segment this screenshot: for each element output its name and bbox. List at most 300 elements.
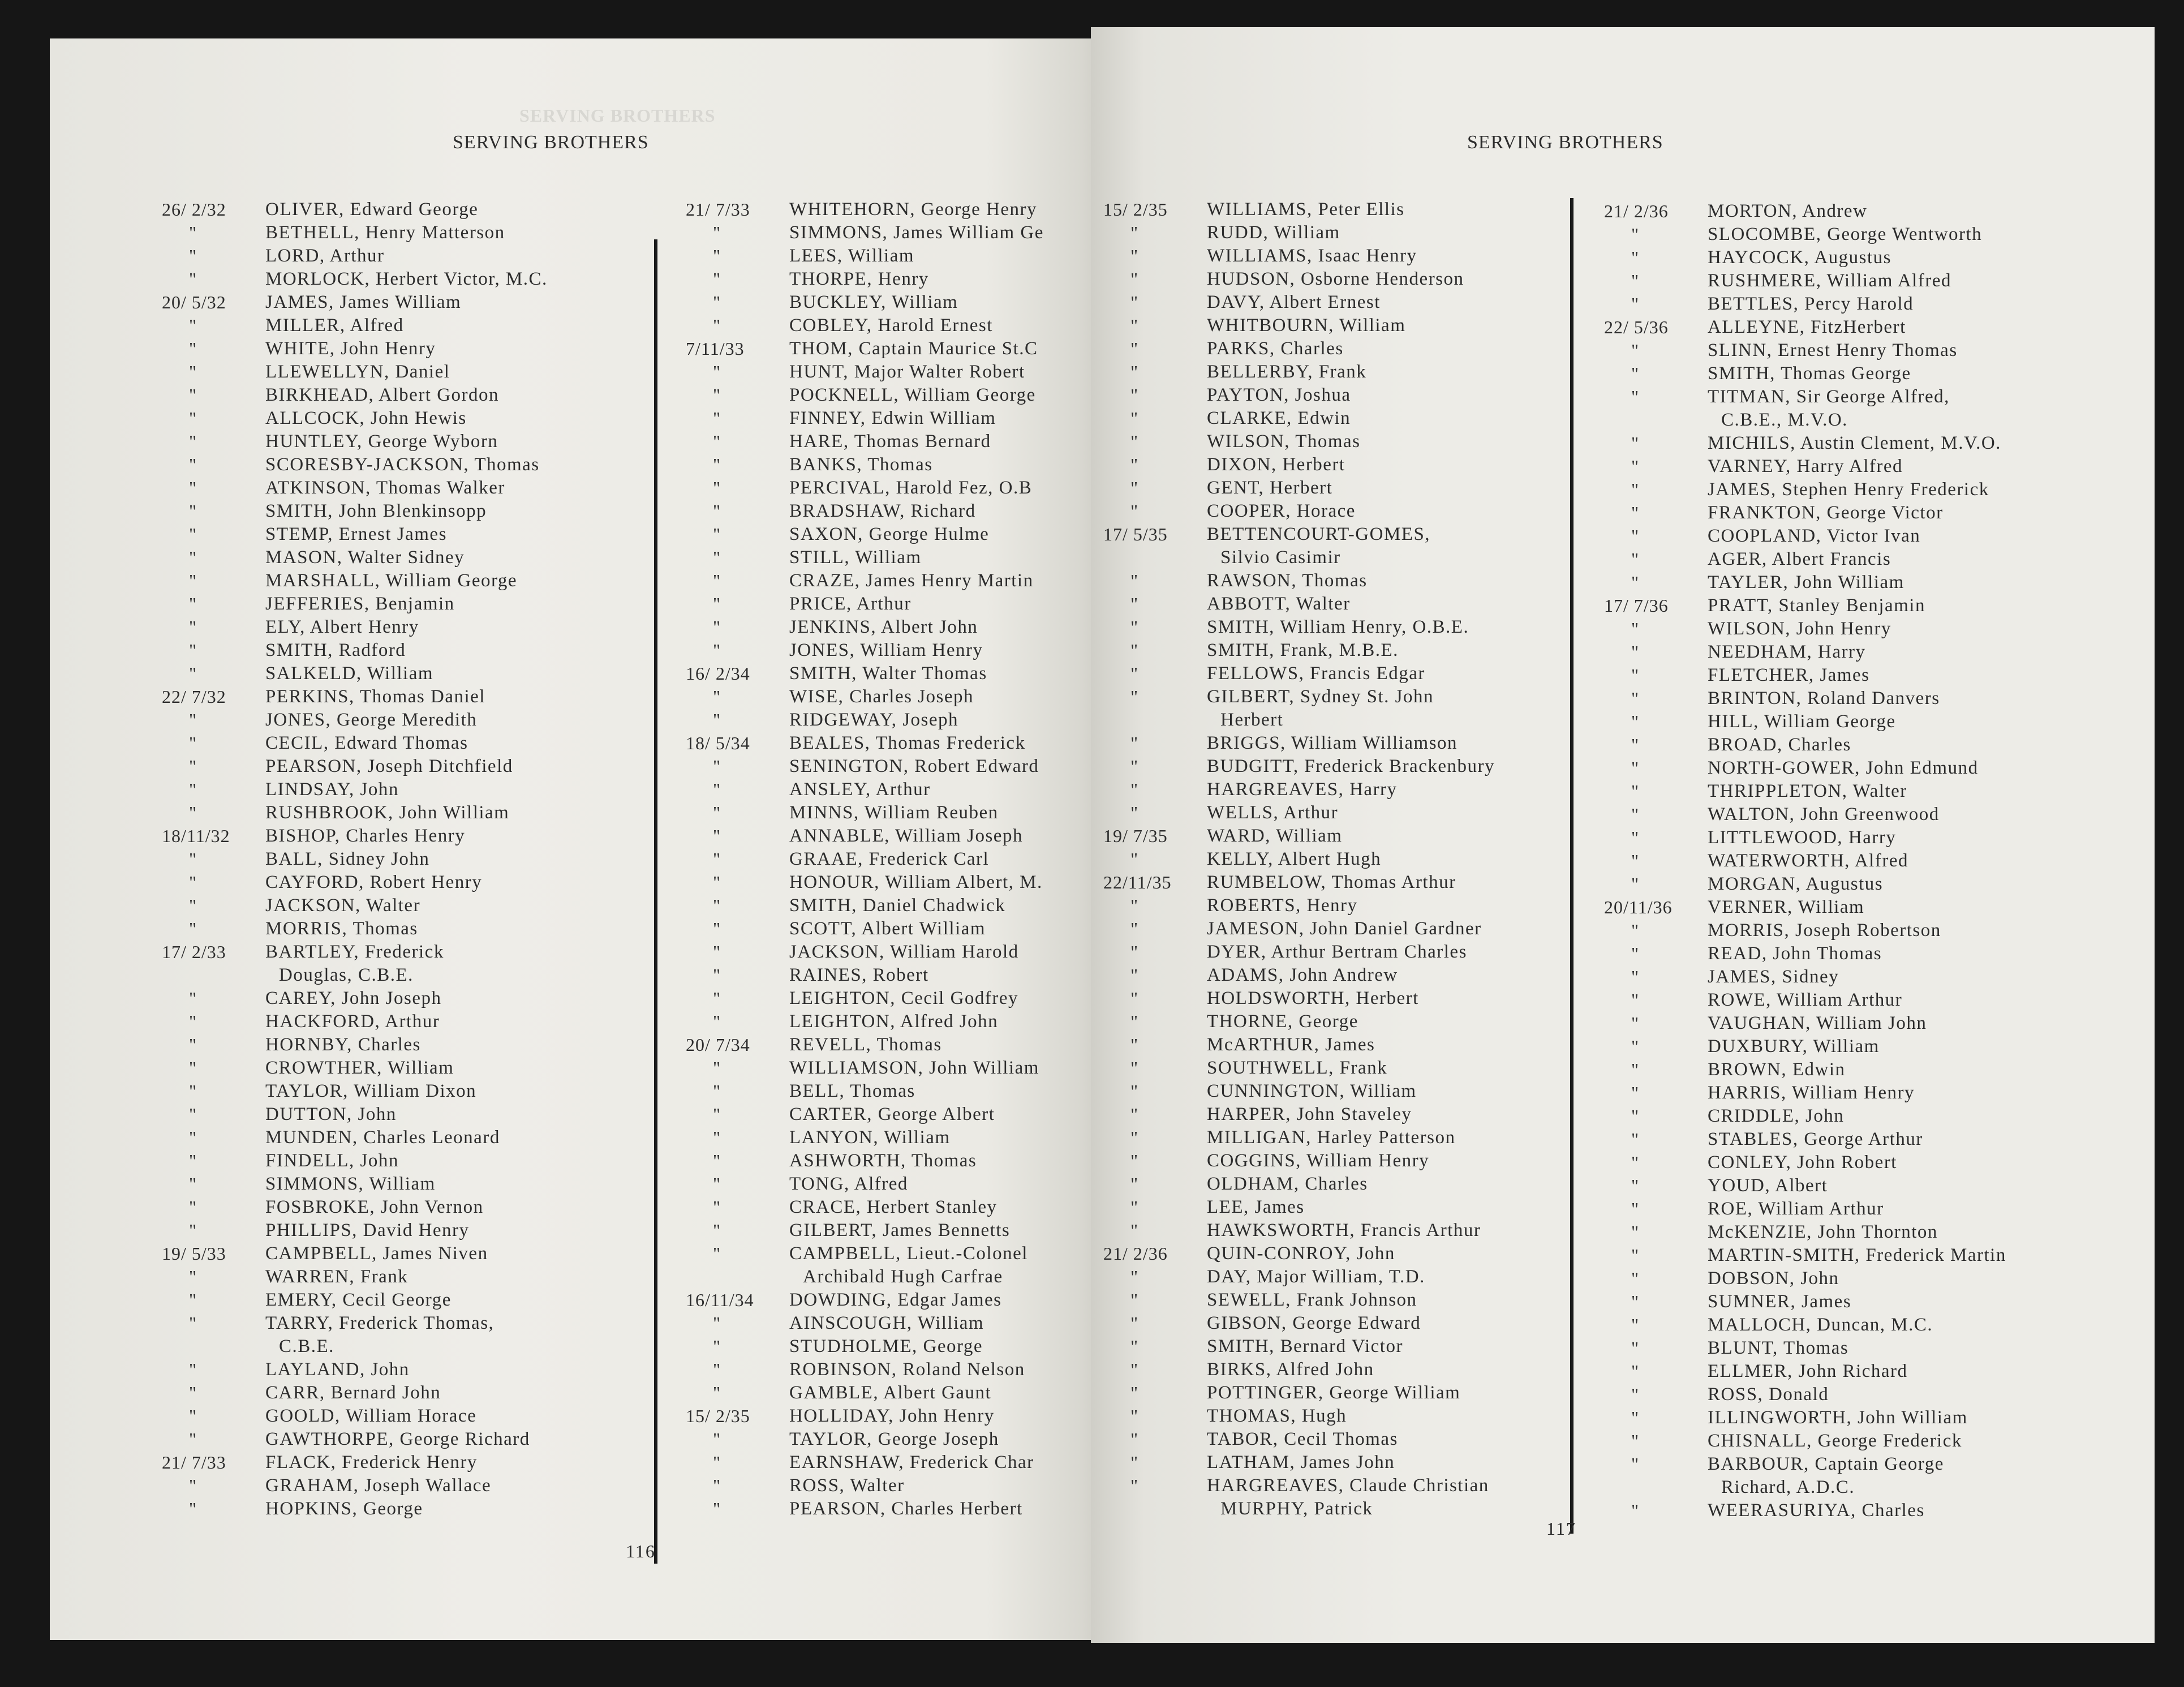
entry-date: " bbox=[1130, 222, 1139, 243]
entry-name: HONOUR, William Albert, M. bbox=[789, 872, 1043, 892]
entry-date: " bbox=[1631, 1222, 1640, 1242]
entry-name: PERKINS, Thomas Daniel bbox=[265, 686, 485, 707]
entry-name: MARTIN-SMITH, Frederick Martin bbox=[1708, 1245, 2006, 1265]
entry-name: FINNEY, Edwin William bbox=[789, 408, 996, 428]
entry-name: CUNNINGTON, William bbox=[1207, 1081, 1417, 1101]
entry-date: " bbox=[713, 547, 721, 568]
entry-name: RAWSON, Thomas bbox=[1207, 570, 1368, 591]
entry-date: " bbox=[1631, 1315, 1640, 1335]
entry-name: DUTTON, John bbox=[265, 1104, 397, 1124]
entry-name: PRATT, Stanley Benjamin bbox=[1708, 595, 1925, 616]
entry-name: FOSBROKE, John Vernon bbox=[265, 1197, 484, 1217]
entry-date: " bbox=[713, 779, 721, 800]
entry-name: KELLY, Albert Hugh bbox=[1207, 849, 1382, 869]
entry-name: MILLER, Alfred bbox=[265, 315, 404, 336]
entry-date: " bbox=[713, 1011, 721, 1032]
entry-date: " bbox=[1631, 1268, 1640, 1289]
entry-date: " bbox=[189, 362, 197, 382]
entry-name: EMERY, Cecil George bbox=[265, 1290, 452, 1310]
entry-name: Herbert bbox=[1220, 710, 1284, 730]
entry-name: VARNEY, Harry Alfred bbox=[1708, 456, 1903, 477]
entry-date: " bbox=[1631, 967, 1640, 987]
entry-date: " bbox=[713, 872, 721, 892]
entry-name: RAINES, Robert bbox=[789, 965, 929, 985]
entry-date: " bbox=[713, 478, 721, 498]
entry-date: " bbox=[189, 895, 197, 916]
entry-name: WARREN, Frank bbox=[265, 1267, 409, 1287]
entry-date: " bbox=[1130, 478, 1139, 498]
entry-date: " bbox=[713, 1475, 721, 1496]
entry-name: HOLDSWORTH, Herbert bbox=[1207, 988, 1419, 1008]
entry-date: " bbox=[189, 594, 197, 614]
entry-date: " bbox=[713, 965, 721, 985]
entry-date: " bbox=[713, 570, 721, 591]
entry-name: Archibald Hugh Carfrae bbox=[803, 1267, 1003, 1287]
entry-name: BRINTON, Roland Danvers bbox=[1708, 688, 1940, 709]
entry-name: BUDGITT, Frederick Brackenbury bbox=[1207, 756, 1495, 776]
entry-date: " bbox=[1130, 1174, 1139, 1194]
entry-name: TITMAN, Sir George Alfred, bbox=[1708, 387, 1950, 407]
entry-date: " bbox=[713, 1220, 721, 1240]
entry-date: " bbox=[189, 1081, 197, 1101]
entry-name: QUIN-CONROY, John bbox=[1207, 1243, 1395, 1264]
entry-name: GAWTHORPE, George Richard bbox=[265, 1429, 530, 1449]
entry-date: " bbox=[1130, 292, 1139, 312]
entry-date: " bbox=[189, 918, 197, 939]
entry-name: C.B.E., M.V.O. bbox=[1721, 410, 1848, 430]
entry-name: WILLIAMSON, John William bbox=[789, 1058, 1039, 1078]
entry-name: SALKELD, William bbox=[265, 663, 434, 684]
entry-date: " bbox=[1631, 433, 1640, 453]
entry-date: " bbox=[1631, 1059, 1640, 1080]
entry-name: SMITH, Frank, M.B.E. bbox=[1207, 640, 1399, 660]
entry-name: TAYLOR, William Dixon bbox=[265, 1081, 477, 1101]
entry-date: " bbox=[713, 826, 721, 846]
entry-date: " bbox=[1130, 686, 1139, 707]
entry-name: DUXBURY, William bbox=[1708, 1036, 1880, 1057]
entry-name: RIDGEWAY, Joseph bbox=[789, 710, 959, 730]
entry-date: " bbox=[1631, 874, 1640, 894]
entry-name: LATHAM, James John bbox=[1207, 1452, 1395, 1473]
entry-date: " bbox=[1631, 781, 1640, 801]
entry-name: FLETCHER, James bbox=[1708, 665, 1870, 685]
entry-name: ILLINGWORTH, John William bbox=[1708, 1407, 1968, 1428]
entry-name: LEE, James bbox=[1207, 1197, 1305, 1217]
entry-name: SLINN, Ernest Henry Thomas bbox=[1708, 340, 1958, 360]
entry-date: " bbox=[1631, 1431, 1640, 1451]
entry-date: " bbox=[713, 269, 721, 289]
entry-name: GENT, Herbert bbox=[1207, 478, 1333, 498]
entry-date: " bbox=[189, 1267, 197, 1287]
entry-name: LORD, Arthur bbox=[265, 246, 385, 266]
entry-name: CAYFORD, Robert Henry bbox=[265, 872, 483, 892]
entry-name: MASON, Walter Sidney bbox=[265, 547, 465, 568]
entry-date: " bbox=[713, 1081, 721, 1101]
entry-date: " bbox=[1130, 408, 1139, 428]
entry-name: JAMES, Sidney bbox=[1708, 967, 1839, 987]
entry-date: " bbox=[1130, 362, 1139, 382]
entry-name: YOUD, Albert bbox=[1708, 1175, 1828, 1196]
entry-name: GILBERT, Sydney St. John bbox=[1207, 686, 1434, 707]
entry-date: " bbox=[1130, 965, 1139, 985]
entry-date: " bbox=[1631, 1338, 1640, 1358]
right-page bbox=[1091, 27, 2155, 1643]
entry-name: COOPLAND, Victor Ivan bbox=[1708, 526, 1921, 546]
entry-date: " bbox=[1130, 338, 1139, 359]
entry-date: " bbox=[1631, 294, 1640, 314]
entry-date: 17/ 2/33 bbox=[162, 942, 226, 962]
entry-name: COBLEY, Harold Ernest bbox=[789, 315, 993, 336]
entry-date: " bbox=[713, 1127, 721, 1148]
entry-name: FELLOWS, Francis Edgar bbox=[1207, 663, 1425, 684]
entry-date: 26/ 2/32 bbox=[162, 199, 226, 220]
entry-date: " bbox=[713, 1197, 721, 1217]
entry-date: " bbox=[189, 663, 197, 684]
entry-date: " bbox=[189, 1197, 197, 1217]
entry-date: " bbox=[713, 594, 721, 614]
entry-date: " bbox=[1130, 269, 1139, 289]
entry-name: SCOTT, Albert William bbox=[789, 918, 986, 939]
entry-name: CARR, Bernard John bbox=[265, 1383, 441, 1403]
entry-date: " bbox=[1631, 1291, 1640, 1312]
entry-date: " bbox=[189, 640, 197, 660]
entry-name: LITTLEWOOD, Harry bbox=[1708, 827, 1897, 848]
entry-name: JENKINS, Albert John bbox=[789, 617, 978, 637]
entry-name: Douglas, C.B.E. bbox=[279, 965, 414, 985]
entry-date: 20/ 5/32 bbox=[162, 292, 226, 312]
entry-date: " bbox=[189, 1406, 197, 1426]
entry-name: ADAMS, John Andrew bbox=[1207, 965, 1398, 985]
entry-date: " bbox=[1631, 688, 1640, 709]
entry-name: HARPER, John Staveley bbox=[1207, 1104, 1412, 1124]
entry-name: CAREY, John Joseph bbox=[265, 988, 442, 1008]
entry-date: " bbox=[713, 246, 721, 266]
entry-name: BUCKLEY, William bbox=[789, 292, 958, 312]
entry-date: " bbox=[713, 756, 721, 776]
entry-date: " bbox=[713, 1243, 721, 1264]
entry-date: " bbox=[1130, 849, 1139, 869]
entry-name: ELY, Albert Henry bbox=[265, 617, 419, 637]
left-page bbox=[50, 38, 1114, 1640]
entry-name: ROBINSON, Roland Nelson bbox=[789, 1359, 1025, 1380]
entry-name: WARD, William bbox=[1207, 826, 1343, 846]
entry-date: " bbox=[1130, 942, 1139, 962]
entry-name: SMITH, William Henry, O.B.E. bbox=[1207, 617, 1469, 637]
entry-date: " bbox=[713, 1383, 721, 1403]
entry-name: MILLIGAN, Harley Patterson bbox=[1207, 1127, 1456, 1148]
entry-date: " bbox=[713, 988, 721, 1008]
entry-name: COOPER, Horace bbox=[1207, 501, 1356, 521]
entry-name: BETHELL, Henry Matterson bbox=[265, 222, 505, 243]
entry-name: HUDSON, Osborne Henderson bbox=[1207, 269, 1464, 289]
entry-name: HOLLIDAY, John Henry bbox=[789, 1406, 995, 1426]
entry-name: PARKS, Charles bbox=[1207, 338, 1344, 359]
entry-name: GAMBLE, Albert Gaunt bbox=[789, 1383, 992, 1403]
entry-name: SMITH, Bernard Victor bbox=[1207, 1336, 1403, 1357]
entry-date: " bbox=[1130, 1475, 1139, 1496]
entry-date: " bbox=[1631, 1152, 1640, 1173]
entry-name: GIBSON, George Edward bbox=[1207, 1313, 1421, 1333]
entry-name: SAXON, George Hulme bbox=[789, 524, 990, 544]
entry-date: 20/ 7/34 bbox=[686, 1034, 750, 1055]
entry-name: ALLEYNE, FitzHerbert bbox=[1708, 317, 1906, 337]
entry-name: AINSCOUGH, William bbox=[789, 1313, 984, 1333]
entry-date: " bbox=[1631, 920, 1640, 941]
entry-date: " bbox=[189, 710, 197, 730]
entry-date: " bbox=[713, 686, 721, 707]
entry-date: " bbox=[1130, 1034, 1139, 1055]
entry-date: " bbox=[713, 1104, 721, 1124]
left-page-heading: SERVING BROTHERS bbox=[453, 132, 649, 153]
entry-date: " bbox=[1631, 990, 1640, 1010]
entry-name: DOWDING, Edgar James bbox=[789, 1290, 1002, 1310]
entry-name: HARGREAVES, Claude Christian bbox=[1207, 1475, 1489, 1496]
entry-name: MORLOCK, Herbert Victor, M.C. bbox=[265, 269, 548, 289]
entry-name: PEARSON, Charles Herbert bbox=[789, 1499, 1023, 1519]
entry-name: MINNS, William Reuben bbox=[789, 802, 999, 823]
entry-date: " bbox=[189, 779, 197, 800]
entry-date: " bbox=[1130, 756, 1139, 776]
entry-date: " bbox=[1631, 271, 1640, 291]
entry-date: " bbox=[1631, 1454, 1640, 1474]
entry-name: SENINGTON, Robert Edward bbox=[789, 756, 1039, 776]
entry-name: BROWN, Edwin bbox=[1708, 1059, 1846, 1080]
entry-name: SEWELL, Frank Johnson bbox=[1207, 1290, 1417, 1310]
entry-name: THOMAS, Hugh bbox=[1207, 1406, 1347, 1426]
entry-name: CONLEY, John Robert bbox=[1708, 1152, 1897, 1173]
entry-name: RUSHBROOK, John William bbox=[265, 802, 510, 823]
entry-date: " bbox=[713, 1499, 721, 1519]
entry-date: " bbox=[1130, 779, 1139, 800]
entry-name: LEIGHTON, Alfred John bbox=[789, 1011, 999, 1032]
entry-name: WALTON, John Greenwood bbox=[1708, 804, 1940, 825]
entry-name: BIRKHEAD, Albert Gordon bbox=[265, 385, 500, 405]
entry-date: 17/ 7/36 bbox=[1604, 595, 1669, 616]
entry-date: 17/ 5/35 bbox=[1103, 524, 1168, 544]
entry-name: PRICE, Arthur bbox=[789, 594, 912, 614]
entry-name: HARE, Thomas Bernard bbox=[789, 431, 991, 452]
entry-name: BETTLES, Percy Harold bbox=[1708, 294, 1914, 314]
entry-date: " bbox=[1631, 1129, 1640, 1149]
entry-date: " bbox=[1631, 665, 1640, 685]
entry-name: BLUNT, Thomas bbox=[1708, 1338, 1849, 1358]
entry-date: " bbox=[1631, 503, 1640, 523]
entry-date: " bbox=[713, 802, 721, 823]
entry-name: MORRIS, Thomas bbox=[265, 918, 418, 939]
entry-name: GRAAE, Frederick Carl bbox=[789, 849, 990, 869]
entry-date: " bbox=[1631, 642, 1640, 662]
entry-name: COGGINS, William Henry bbox=[1207, 1151, 1430, 1171]
entry-date: " bbox=[713, 222, 721, 243]
entry-name: DAVY, Albert Ernest bbox=[1207, 292, 1381, 312]
entry-date: " bbox=[1130, 1081, 1139, 1101]
entry-name: GOOLD, William Horace bbox=[265, 1406, 477, 1426]
entry-name: CAMPBELL, Lieut.-Colonel bbox=[789, 1243, 1028, 1264]
entry-name: ANSLEY, Arthur bbox=[789, 779, 931, 800]
entry-name: BETTENCOURT-GOMES, bbox=[1207, 524, 1431, 544]
entry-date: " bbox=[1631, 572, 1640, 593]
entry-date: " bbox=[189, 1151, 197, 1171]
entry-date: " bbox=[713, 454, 721, 475]
entry-name: THORNE, George bbox=[1207, 1011, 1358, 1032]
entry-date: " bbox=[1631, 851, 1640, 871]
entry-name: THORPE, Henry bbox=[789, 269, 929, 289]
entry-date: 18/ 5/34 bbox=[686, 733, 750, 753]
entry-name: HARGREAVES, Harry bbox=[1207, 779, 1398, 800]
entry-date: " bbox=[713, 640, 721, 660]
entry-name: ELLMER, John Richard bbox=[1708, 1361, 1908, 1381]
entry-name: HACKFORD, Arthur bbox=[265, 1011, 440, 1032]
entry-date: " bbox=[713, 385, 721, 405]
entry-name: CROWTHER, William bbox=[265, 1058, 454, 1078]
entry-date: 16/11/34 bbox=[686, 1290, 754, 1310]
entry-name: REVELL, Thomas bbox=[789, 1034, 942, 1055]
entry-name: WEERASURIYA, Charles bbox=[1708, 1500, 1925, 1521]
entry-date: 22/ 7/32 bbox=[162, 686, 226, 707]
entry-name: JAMES, Stephen Henry Frederick bbox=[1708, 479, 1989, 500]
entry-date: " bbox=[1631, 247, 1640, 268]
left-page-number: 116 bbox=[626, 1541, 656, 1561]
entry-date: " bbox=[1130, 663, 1139, 684]
entry-name: HUNTLEY, George Wyborn bbox=[265, 431, 498, 452]
entry-name: RUDD, William bbox=[1207, 222, 1340, 243]
entry-date: " bbox=[1631, 1361, 1640, 1381]
entry-date: " bbox=[1631, 1175, 1640, 1196]
entry-date: " bbox=[1130, 640, 1139, 660]
entry-name: PHILLIPS, David Henry bbox=[265, 1220, 470, 1240]
entry-name: DAY, Major William, T.D. bbox=[1207, 1267, 1425, 1287]
entry-name: ROWE, William Arthur bbox=[1708, 990, 1903, 1010]
entry-name: DIXON, Herbert bbox=[1207, 454, 1345, 475]
entry-date: " bbox=[189, 872, 197, 892]
entry-name: STILL, William bbox=[789, 547, 922, 568]
entry-date: " bbox=[1130, 501, 1139, 521]
entry-name: WHITE, John Henry bbox=[265, 338, 436, 359]
entry-name: WILLIAMS, Isaac Henry bbox=[1207, 246, 1417, 266]
entry-name: ANNABLE, William Joseph bbox=[789, 826, 1023, 846]
entry-name: BALL, Sidney John bbox=[265, 849, 430, 869]
entry-date: " bbox=[189, 1475, 197, 1496]
entry-name: PAYTON, Joshua bbox=[1207, 385, 1351, 405]
entry-name: RUMBELOW, Thomas Arthur bbox=[1207, 872, 1456, 892]
entry-date: " bbox=[189, 570, 197, 591]
entry-date: " bbox=[189, 1011, 197, 1032]
entry-name: ALLCOCK, John Hewis bbox=[265, 408, 467, 428]
entry-name: CLARKE, Edwin bbox=[1207, 408, 1351, 428]
entry-date: " bbox=[1130, 1127, 1139, 1148]
entry-date: " bbox=[1130, 1197, 1139, 1217]
entry-name: BRADSHAW, Richard bbox=[789, 501, 976, 521]
column-divider bbox=[1570, 198, 1573, 1534]
entry-date: " bbox=[1631, 711, 1640, 732]
entry-date: " bbox=[1130, 802, 1139, 823]
entry-name: SLOCOMBE, George Wentworth bbox=[1708, 224, 1983, 244]
entry-name: SMITH, Thomas George bbox=[1708, 363, 1911, 384]
entry-date: " bbox=[1130, 988, 1139, 1008]
entry-date: " bbox=[189, 849, 197, 869]
entry-name: WILLIAMS, Peter Ellis bbox=[1207, 199, 1405, 220]
entry-name: CHISNALL, George Frederick bbox=[1708, 1431, 1962, 1451]
entry-name: BARTLEY, Frederick bbox=[265, 942, 444, 962]
entry-date: " bbox=[189, 1429, 197, 1449]
entry-date: " bbox=[713, 315, 721, 336]
entry-name: TAYLER, John William bbox=[1708, 572, 1904, 593]
entry-date: " bbox=[1130, 1429, 1139, 1449]
entry-date: " bbox=[713, 292, 721, 312]
entry-date: " bbox=[1631, 549, 1640, 569]
entry-date: 15/ 2/35 bbox=[1103, 199, 1168, 220]
entry-date: " bbox=[713, 1336, 721, 1357]
entry-date: " bbox=[1631, 1036, 1640, 1057]
entry-date: " bbox=[1631, 943, 1640, 964]
entry-date: " bbox=[1631, 387, 1640, 407]
entry-date: " bbox=[189, 385, 197, 405]
entry-name: NORTH-GOWER, John Edmund bbox=[1708, 758, 1979, 778]
entry-name: BISHOP, Charles Henry bbox=[265, 826, 466, 846]
entry-date: " bbox=[1631, 340, 1640, 360]
entry-date: " bbox=[189, 222, 197, 243]
entry-name: HOPKINS, George bbox=[265, 1499, 423, 1519]
entry-date: " bbox=[189, 408, 197, 428]
entry-name: WHITBOURN, William bbox=[1207, 315, 1406, 336]
entry-name: SMITH, Daniel Chadwick bbox=[789, 895, 1006, 916]
entry-name: Silvio Casimir bbox=[1220, 547, 1341, 568]
entry-date: " bbox=[1130, 1290, 1139, 1310]
entry-date: " bbox=[1631, 758, 1640, 778]
entry-name: LINDSAY, John bbox=[265, 779, 399, 800]
entry-name: SUMNER, James bbox=[1708, 1291, 1852, 1312]
entry-name: TABOR, Cecil Thomas bbox=[1207, 1429, 1398, 1449]
entry-date: 21/ 2/36 bbox=[1604, 201, 1669, 221]
entry-date: " bbox=[189, 269, 197, 289]
entry-date: " bbox=[713, 617, 721, 637]
entry-name: MORGAN, Augustus bbox=[1708, 874, 1884, 894]
entry-date: " bbox=[1130, 315, 1139, 336]
entry-date: " bbox=[1130, 1011, 1139, 1032]
entry-name: BROAD, Charles bbox=[1708, 735, 1851, 755]
entry-date: " bbox=[1631, 1384, 1640, 1405]
entry-date: " bbox=[1631, 526, 1640, 546]
entry-date: " bbox=[713, 408, 721, 428]
entry-name: RUSHMERE, William Alfred bbox=[1708, 271, 1951, 291]
entry-name: SIMMONS, James William Ge bbox=[789, 222, 1044, 243]
entry-name: LAYLAND, John bbox=[265, 1359, 410, 1380]
entry-name: JAMES, James William bbox=[265, 292, 462, 312]
entry-name: JEFFERIES, Benjamin bbox=[265, 594, 455, 614]
entry-name: WATERWORTH, Alfred bbox=[1708, 851, 1908, 871]
entry-name: SMITH, Walter Thomas bbox=[789, 663, 987, 684]
entry-name: TONG, Alfred bbox=[789, 1174, 908, 1194]
entry-date: 21/ 7/33 bbox=[686, 199, 750, 220]
entry-name: CRAZE, James Henry Martin bbox=[789, 570, 1034, 591]
entry-date: " bbox=[1130, 1267, 1139, 1287]
entry-name: Richard, A.D.C. bbox=[1721, 1477, 1855, 1497]
entry-name: ROBERTS, Henry bbox=[1207, 895, 1358, 916]
show-through-heading: SERVING BROTHERS bbox=[519, 105, 716, 126]
entry-date: " bbox=[1130, 1151, 1139, 1171]
entry-date: " bbox=[1130, 895, 1139, 916]
entry-date: " bbox=[189, 501, 197, 521]
entry-name: JONES, George Meredith bbox=[265, 710, 478, 730]
entry-date: " bbox=[713, 849, 721, 869]
entry-name: PERCIVAL, Harold Fez, O.B bbox=[789, 478, 1033, 498]
entry-name: BIRKS, Alfred John bbox=[1207, 1359, 1374, 1380]
entry-date: " bbox=[189, 1220, 197, 1240]
entry-date: " bbox=[1631, 804, 1640, 825]
entry-name: STUDHOLME, George bbox=[789, 1336, 983, 1357]
entry-date: " bbox=[189, 454, 197, 475]
entry-date: " bbox=[189, 1127, 197, 1148]
